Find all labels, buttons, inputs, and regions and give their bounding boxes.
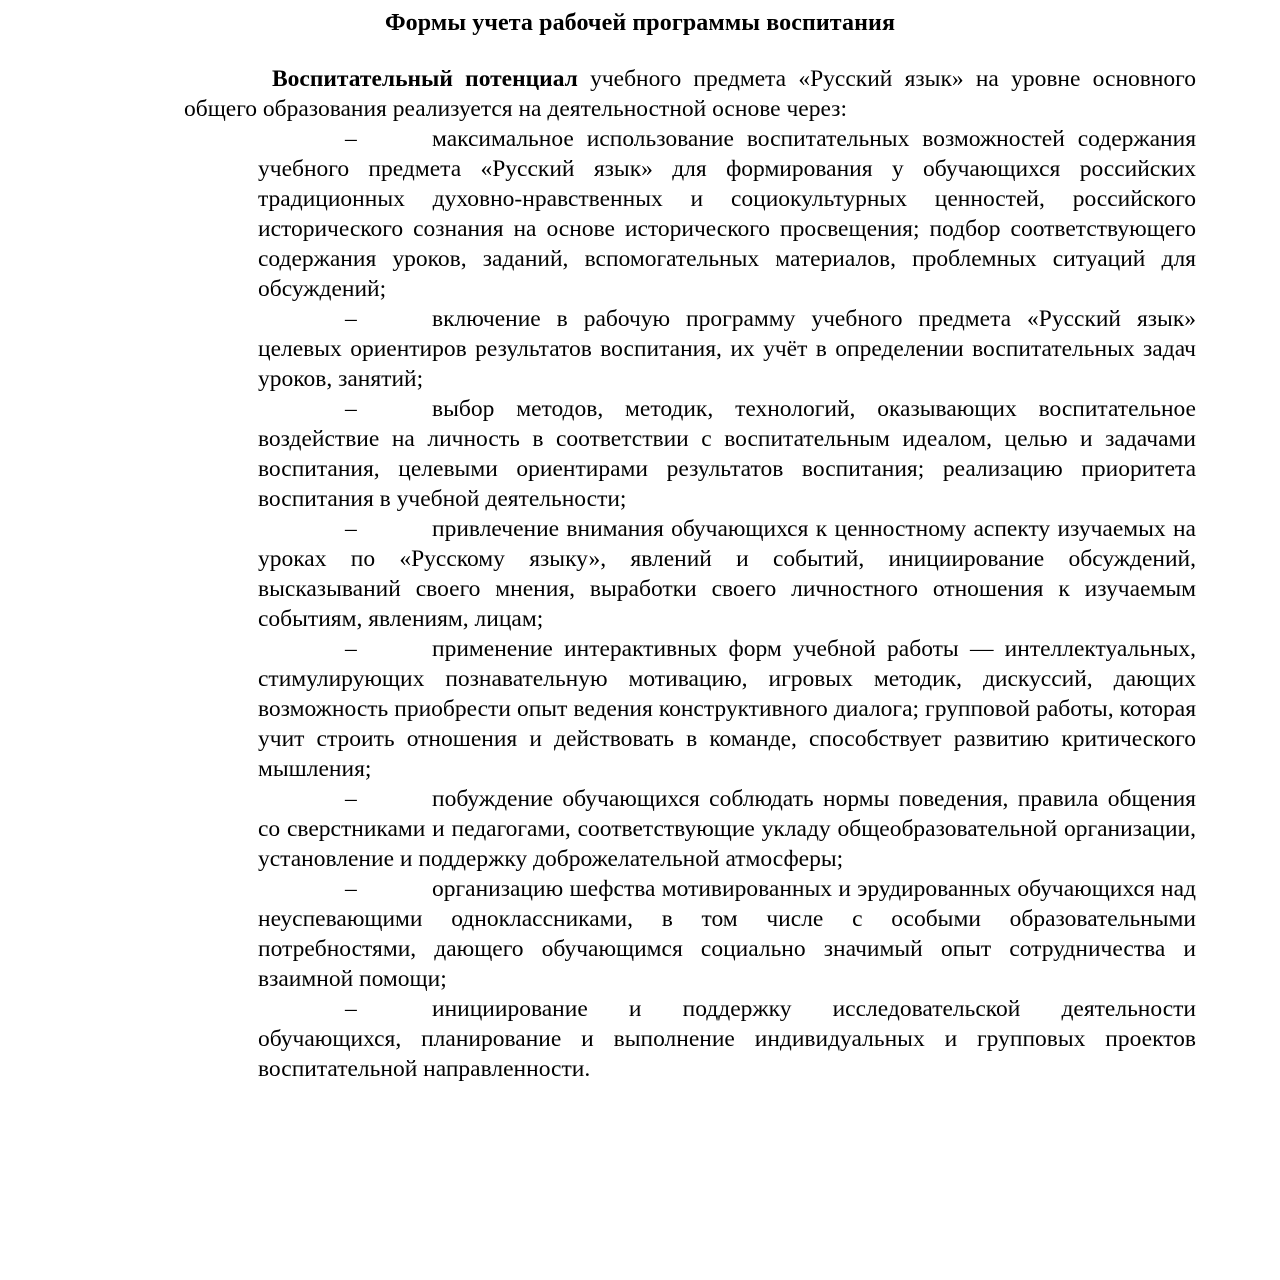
list-item-text: организацию шефства мотивированных и эрудированных обучающихся над неуспевающими одноклассниками, в том числе с особыми образовательными потребностями, дающего обучающимся социально значимый опыт сотрудничества и взаимной помощи; (258, 876, 1196, 992)
page-title: Формы учета рабочей программы воспитания (384, 10, 896, 36)
list-item-text: привлечение внимания обучающихся к ценностному аспекту изучаемых на уроках по «Русскому языку», явлений и событий, инициирование обсуждений, высказываний своего мнения, выработки своего личностного отношения к изучаемым событиям, явлениям, лицам; (258, 516, 1196, 632)
list-item (258, 514, 1196, 634)
list-item-text: применение интерактивных форм учебной работы — интеллектуальных, стимулирующих познавательную мотивацию, игровых методик, дискуссий, дающих возможность приобрести опыт ведения конструктивного диалога; групповой работы, которая учит строить отношения и действовать в команде, способствует развитию критического мышления; (258, 636, 1196, 782)
bullet-dash-icon: – (345, 786, 357, 812)
document-body (0, 64, 1280, 1084)
bullet-dash-icon: – (345, 516, 357, 542)
list-item (258, 784, 1196, 874)
list-item-text: инициирование и поддержку исследовательской деятельности обучающихся, планирование и выполнение индивидуальных и групповых проектов воспитательной направленности. (258, 996, 1196, 1082)
list-item (258, 304, 1196, 394)
intro-paragraph (184, 64, 1196, 124)
bullet-dash-icon: – (345, 306, 357, 332)
list-item (258, 634, 1196, 784)
list-item-text: выбор методов, методик, технологий, оказывающих воспитательное воздействие на личность в соответствии с воспитательным идеалом, целью и задачами воспитания, целевыми ориентирами результатов воспитания; реализацию приоритета воспитания в учебной деятельности; (258, 396, 1196, 512)
intro-lead-bold: Воспитательный потенциал (272, 66, 578, 92)
bullet-list (258, 124, 1196, 1084)
bullet-dash-icon: – (345, 996, 357, 1022)
intro-rest: учебного предмета «Русский язык» на уровне основного общего образования реализуется на деятельностной основе через: (184, 66, 1196, 122)
bullet-dash-icon: – (345, 396, 357, 422)
list-item (258, 394, 1196, 514)
list-item-text: максимальное использование воспитательных возможностей содержания учебного предмета «Русский язык» для формирования у обучающихся российских традиционных духовно-нравственных и социокультурных ценностей, российского исторического сознания на основе исторического просвещения; подбор соответствующего содержания уроков, заданий, вспомогательных материалов, проблемных ситуаций для обсуждений; (258, 126, 1196, 302)
bullet-dash-icon: – (345, 876, 357, 902)
list-item (258, 994, 1196, 1084)
bullet-dash-icon: – (345, 636, 357, 662)
bullet-dash-icon: – (345, 126, 357, 152)
list-item-text: включение в рабочую программу учебного предмета «Русский язык» целевых ориентиров результатов воспитания, их учёт в определении воспитательных задач уроков, занятий; (258, 306, 1196, 392)
list-item (258, 874, 1196, 994)
list-item (258, 124, 1196, 304)
list-item-text: побуждение обучающихся соблюдать нормы поведения, правила общения со сверстниками и педагогами, соответствующие укладу общеобразовательной организации, установление и поддержку доброжелательной атмосферы; (258, 786, 1196, 872)
